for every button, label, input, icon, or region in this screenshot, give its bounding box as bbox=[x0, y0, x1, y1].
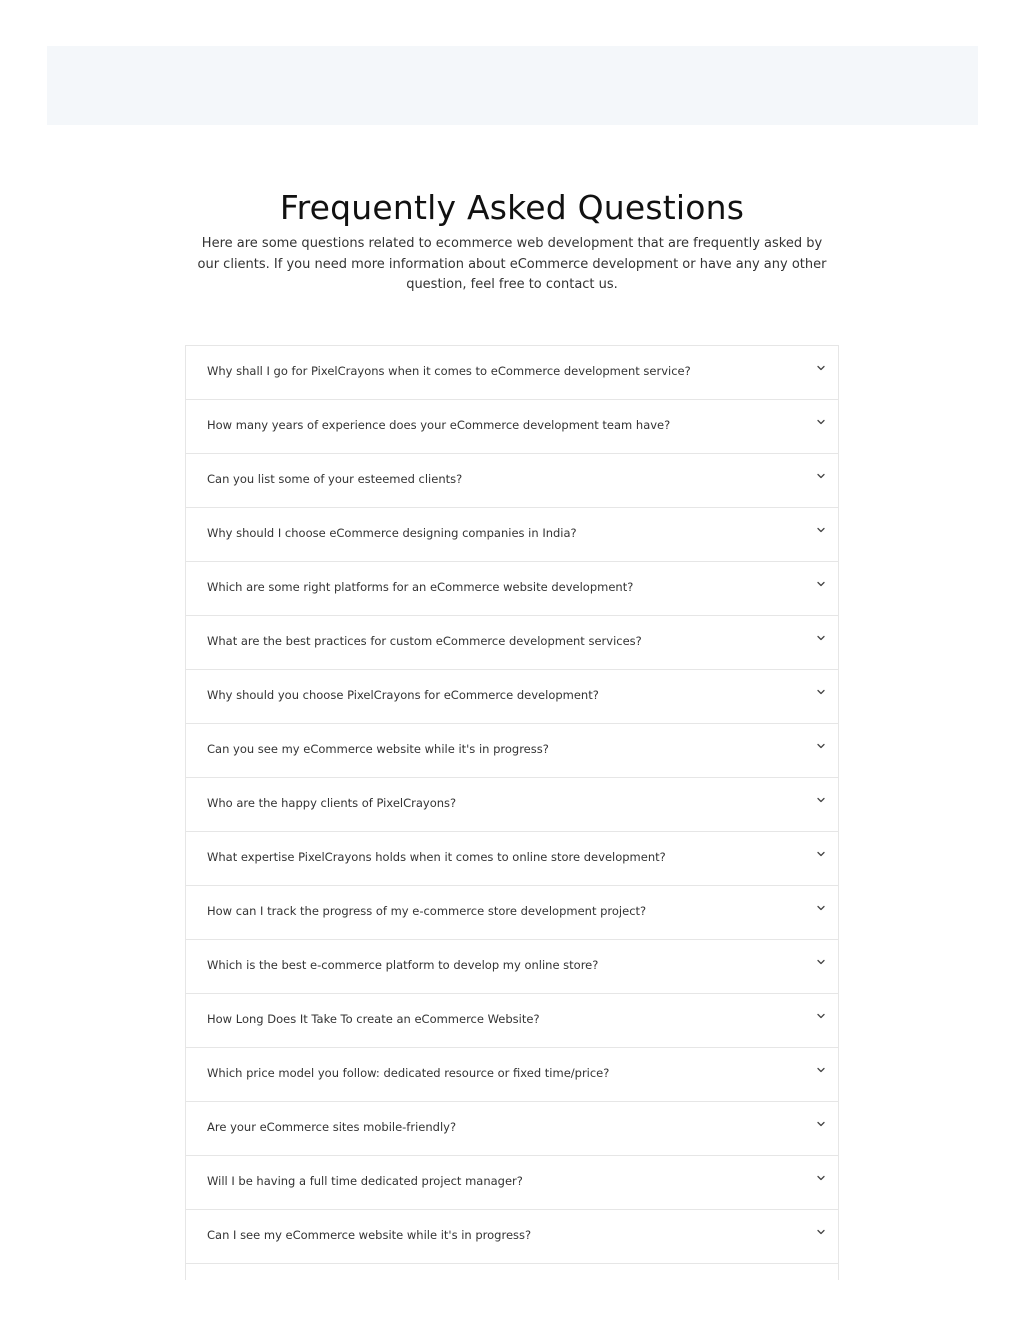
faq-question: What are the best practices for custom eCommerce development services? bbox=[207, 634, 642, 648]
chevron-down-icon[interactable] bbox=[817, 958, 825, 966]
chevron-down-icon[interactable] bbox=[817, 688, 825, 696]
chevron-down-icon[interactable] bbox=[817, 1012, 825, 1020]
faq-item[interactable] bbox=[186, 1102, 838, 1156]
chevron-down-icon[interactable] bbox=[817, 796, 825, 804]
chevron-down-icon[interactable] bbox=[817, 418, 825, 426]
faq-item[interactable] bbox=[186, 832, 838, 886]
faq-question: How many years of experience does your eCommerce development team have? bbox=[207, 418, 671, 432]
faq-item[interactable] bbox=[186, 454, 838, 508]
chevron-down-icon[interactable] bbox=[817, 364, 825, 372]
chevron-down-icon[interactable] bbox=[817, 634, 825, 642]
faq-item[interactable] bbox=[186, 616, 838, 670]
chevron-down-icon[interactable] bbox=[817, 1228, 825, 1236]
faq-question: How Long Does It Take To create an eCommerce Website? bbox=[207, 1012, 540, 1026]
faq-item[interactable] bbox=[186, 562, 838, 616]
faq-question: Can you see my eCommerce website while it's in progress? bbox=[207, 742, 549, 756]
chevron-down-icon[interactable] bbox=[817, 850, 825, 858]
faq-item[interactable] bbox=[186, 1264, 838, 1280]
faq-item[interactable] bbox=[186, 994, 838, 1048]
faq-question: How can I track the progress of my e-commerce store development project? bbox=[207, 904, 647, 918]
faq-question: Are your eCommerce sites mobile-friendly? bbox=[207, 1120, 457, 1134]
faq-question: Who are the happy clients of PixelCrayons? bbox=[207, 796, 457, 810]
top-banner bbox=[47, 46, 978, 125]
faq-item[interactable] bbox=[186, 1210, 838, 1264]
faq-item[interactable] bbox=[186, 1048, 838, 1102]
page-title: Frequently Asked Questions bbox=[279, 188, 745, 227]
chevron-down-icon[interactable] bbox=[817, 526, 825, 534]
faq-item[interactable] bbox=[186, 508, 838, 562]
faq-question: Which are some right platforms for an eCommerce website development? bbox=[207, 580, 634, 594]
faq-item[interactable] bbox=[186, 886, 838, 940]
faq-item[interactable] bbox=[186, 778, 838, 832]
faq-item[interactable] bbox=[186, 940, 838, 994]
faq-question: Why should I choose eCommerce designing companies in India? bbox=[207, 526, 577, 540]
faq-question: Can you list some of your esteemed clients? bbox=[207, 472, 463, 486]
faq-question: Which price model you follow: dedicated resource or fixed time/price? bbox=[207, 1066, 610, 1080]
chevron-down-icon[interactable] bbox=[817, 1174, 825, 1182]
faq-question: Why shall I go for PixelCrayons when it comes to eCommerce development service? bbox=[207, 364, 691, 378]
faq-item[interactable] bbox=[186, 670, 838, 724]
chevron-down-icon[interactable] bbox=[817, 1120, 825, 1128]
page-subtitle: Here are some questions related to ecommerce web development that are frequently asked by our clients. If you need more information about eCommerce development or have any any other question, feel free to contact us. bbox=[197, 236, 827, 292]
faq-question: Why should you choose PixelCrayons for eCommerce development? bbox=[207, 688, 599, 702]
chevron-down-icon[interactable] bbox=[817, 580, 825, 588]
faq-question: What expertise PixelCrayons holds when it comes to online store development? bbox=[207, 850, 666, 864]
faq-item[interactable] bbox=[186, 724, 838, 778]
faq-question: Can I see my eCommerce website while it's in progress? bbox=[207, 1228, 532, 1242]
faq-question: Will I be having a full time dedicated project manager? bbox=[207, 1174, 523, 1188]
faq-question: Which is the best e-commerce platform to develop my online store? bbox=[207, 958, 599, 972]
chevron-down-icon[interactable] bbox=[817, 472, 825, 480]
faq-header bbox=[0, 186, 1024, 296]
faq-accordion bbox=[185, 345, 839, 1280]
chevron-down-icon[interactable] bbox=[817, 1066, 825, 1074]
faq-item[interactable] bbox=[186, 400, 838, 454]
faq-item[interactable] bbox=[186, 346, 838, 400]
faq-item[interactable] bbox=[186, 1156, 838, 1210]
chevron-down-icon[interactable] bbox=[817, 904, 825, 912]
chevron-down-icon[interactable] bbox=[817, 742, 825, 750]
